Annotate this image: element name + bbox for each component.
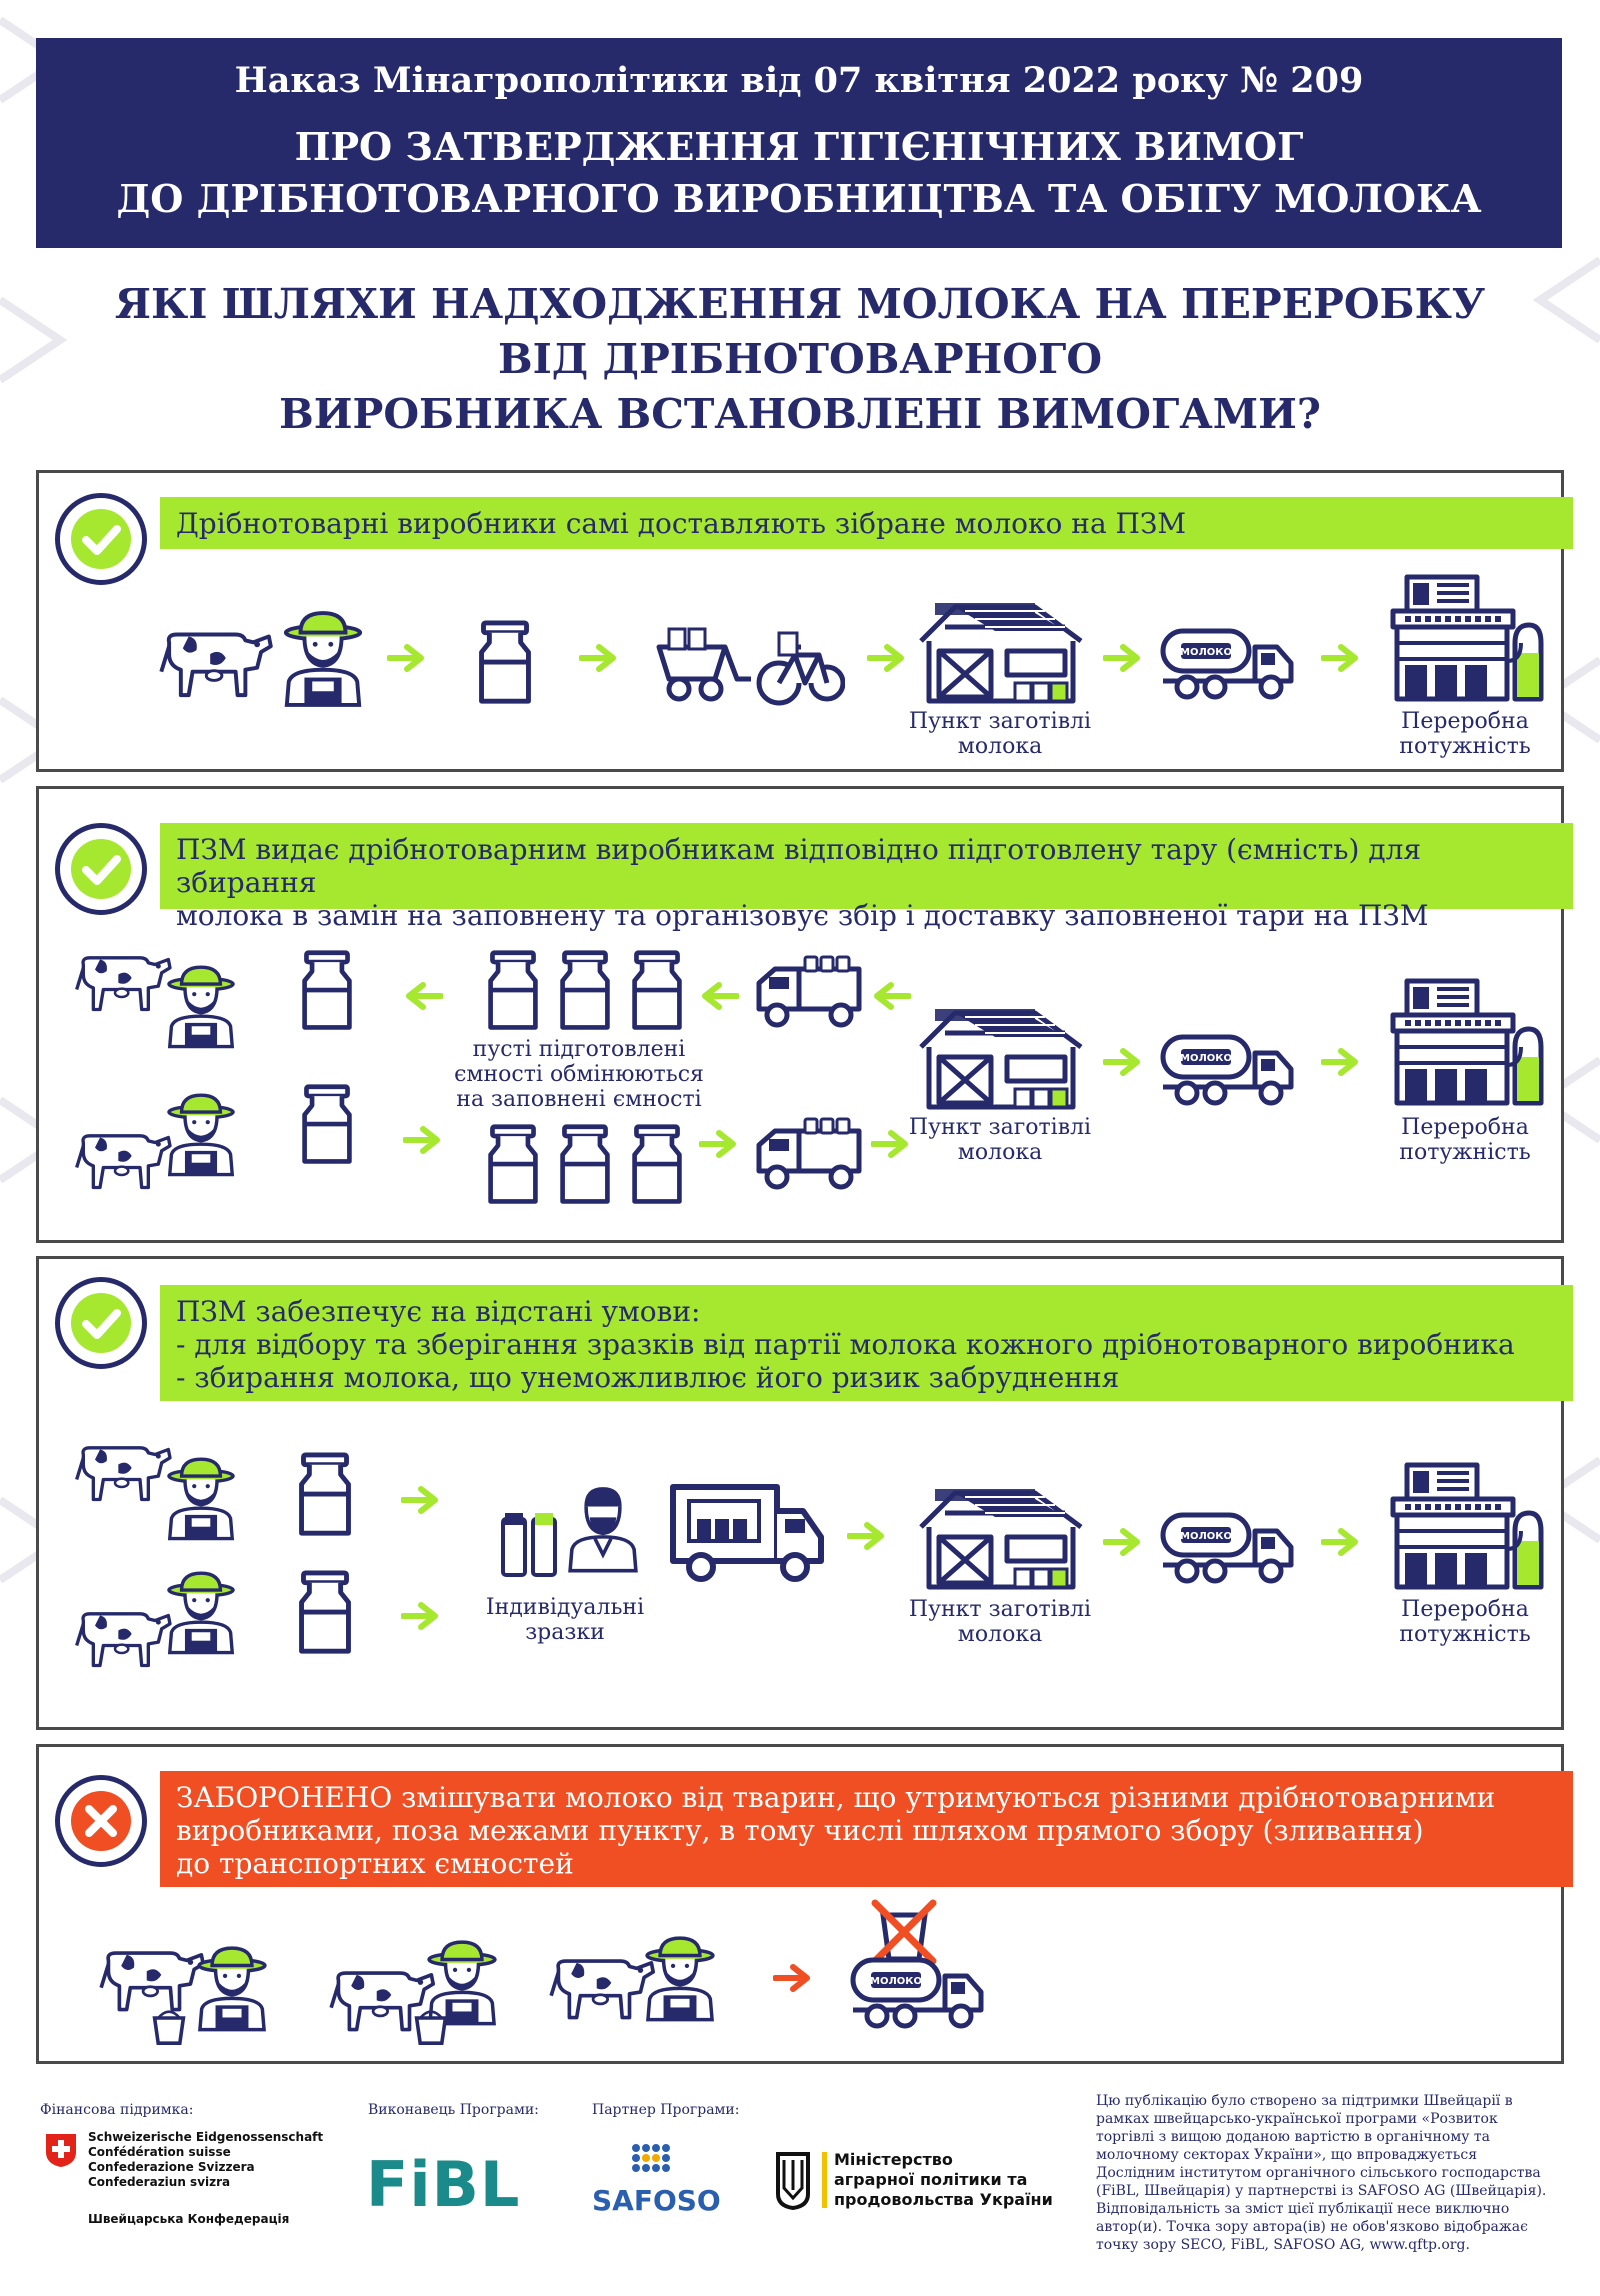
ukraine-trident-icon <box>774 2150 812 2210</box>
caption-line: молока <box>957 1140 1043 1165</box>
order-subject <box>36 121 1562 225</box>
farmer-icon <box>163 963 239 1049</box>
collection-point-icon <box>915 1003 1085 1113</box>
samples-caption <box>465 1595 665 1645</box>
milk-can-icon <box>485 949 541 1033</box>
collection-point-caption <box>900 1597 1100 1647</box>
caption-line: молока <box>957 1622 1043 1647</box>
order-title: Наказ Мінагрополітики від 07 квітня 2022 року № 209 <box>234 60 1364 101</box>
swiss-confederation-names <box>88 2130 323 2190</box>
question-line2: ВІД ДРІБНОТОВАРНОГО <box>497 335 1103 383</box>
processing-caption <box>1365 1115 1565 1165</box>
processing-caption <box>1365 709 1565 759</box>
cow-icon <box>75 1117 175 1193</box>
cow-icon <box>75 1429 175 1505</box>
delivery-truck-icon <box>755 1115 865 1195</box>
caption-line: молока <box>957 734 1043 759</box>
main-question <box>0 277 1600 442</box>
partner-label: Партнер Програми: <box>592 2102 740 2118</box>
collection-point-icon <box>915 1483 1085 1593</box>
milk-can-icon <box>557 1123 613 1207</box>
arrow-right-icon <box>1103 643 1143 673</box>
collection-van-icon <box>667 1477 827 1587</box>
collection-point-caption <box>900 709 1100 759</box>
arrow-right-icon <box>1103 1527 1143 1557</box>
milk-tanker-icon <box>1159 1505 1299 1585</box>
farmer-icon <box>163 1091 239 1177</box>
disclaimer-line: точку зору SECO, FiBL, SAFOSO AG, www.qftp.org. <box>1096 2237 1470 2253</box>
cow-icon <box>159 613 277 701</box>
disclaimer-line: Дослідним інститутом органічного сільського господарства <box>1096 2165 1541 2181</box>
milk-can-icon <box>557 949 613 1033</box>
check-badge <box>55 1277 147 1369</box>
arrow-right-icon <box>847 1521 887 1551</box>
check-badge <box>55 823 147 915</box>
caption-line: на заповнені ємності <box>456 1087 702 1112</box>
arrow-right-icon <box>1321 1527 1361 1557</box>
exchange-caption <box>449 1037 709 1112</box>
milk-tanker-icon <box>1159 621 1299 701</box>
milk-bucket-icon <box>413 2009 449 2045</box>
disclaimer-line: рамках швейцарсько-української програми «Розвиток <box>1096 2111 1498 2127</box>
milk-can-icon <box>629 949 685 1033</box>
farmer-icon <box>641 1933 719 2023</box>
farmer-icon <box>193 1943 271 2033</box>
cow-icon <box>75 1595 175 1671</box>
disclaimer-line: торгівлі з вищою доданою вартістю в органічному та <box>1096 2129 1490 2145</box>
farmer-icon <box>279 609 367 707</box>
footer <box>0 2080 1600 2296</box>
arrow-left-icon <box>699 981 739 1011</box>
disclaimer-line: автор(и). Точка зору автора(ів) не обов'язково відображає <box>1096 2219 1528 2235</box>
milk-bucket-icon <box>151 2009 187 2045</box>
rule-text-line: ПЗМ видає дрібнотоварним виробникам відповідно підготовлену тару (ємність) для збирання <box>176 833 1422 899</box>
swiss-flag-icon <box>44 2132 78 2168</box>
funding-label: Фінансова підримка: <box>40 2102 194 2118</box>
disclaimer-line: Цю публікацію було створено за підтримки Швейцарії в <box>1096 2093 1513 2109</box>
cow-icon <box>75 939 175 1015</box>
arrow-right-icon <box>699 1129 739 1159</box>
arrow-right-icon <box>867 643 907 673</box>
arrow-left-icon <box>871 981 911 1011</box>
arrow-right-icon <box>579 643 619 673</box>
processing-plant-icon <box>1385 977 1545 1107</box>
swiss-confederation-ua: Швейцарська Конфедерація <box>88 2212 290 2226</box>
panel-direct-delivery <box>36 470 1564 772</box>
swiss-name-line: Confédération suisse <box>88 2145 231 2159</box>
milk-can-icon <box>629 1123 685 1207</box>
caption-line: Пункт заготівлі <box>908 1115 1092 1140</box>
executor-label: Виконавець Програми: <box>368 2102 539 2118</box>
swiss-name-line: Schweizerische Eidgenossenschaft <box>88 2130 324 2144</box>
processing-plant-icon <box>1385 573 1545 703</box>
safoso-logo: SAFOSO <box>592 2184 721 2217</box>
milk-can-icon <box>295 1451 355 1539</box>
arrow-left-icon <box>403 981 443 1011</box>
swiss-name-line: Confederaziun svizra <box>88 2175 231 2189</box>
milk-tanker-icon <box>849 1947 989 2033</box>
rule-text-band <box>160 1285 1573 1401</box>
fibl-logo: FiBL <box>366 2148 521 2221</box>
sample-tubes-icon <box>499 1509 559 1579</box>
rule-text-line: ЗАБОРОНЕНО змішувати молоко від тварин, що утримуються різними дрібнотоварними <box>176 1781 1496 1814</box>
caption-line: ємності обмінюються <box>454 1062 704 1087</box>
ministry-name-line: аграрної політики та <box>834 2170 1028 2189</box>
caption-line: потужність <box>1399 1140 1531 1165</box>
milk-can-icon <box>485 1123 541 1207</box>
arrow-right-icon <box>387 643 427 673</box>
caption-line: Пункт заготівлі <box>908 709 1092 734</box>
caption-line: потужність <box>1399 734 1531 759</box>
milk-can-icon <box>299 1083 355 1167</box>
arrow-right-red-icon <box>773 1963 813 1993</box>
cross-badge <box>55 1775 147 1867</box>
rule-text-line: - для відбору та зберігання зразків від партії молока кожного дрібнотоварного виробника <box>176 1328 1515 1361</box>
ministry-name <box>834 2150 1053 2210</box>
disclaimer-line: молочному секторах України», що впроваджується <box>1096 2147 1478 2163</box>
arrow-right-icon <box>1321 1047 1361 1077</box>
check-icon <box>60 498 142 580</box>
rule-text-line: до транспортних ємностей <box>176 1847 574 1880</box>
arrow-right-icon <box>401 1601 441 1631</box>
rule-text-line: Дрібнотоварні виробники самі доставляють зібране молоко на ПЗМ <box>176 507 1187 540</box>
question-line3: ВИРОБНИКА ВСТАНОВЛЕНІ ВИМОГАМИ? <box>279 390 1321 438</box>
delivery-truck-icon <box>755 953 865 1033</box>
panel-forbidden-mixing <box>36 1744 1564 2064</box>
processing-plant-icon <box>1385 1461 1545 1591</box>
cross-icon <box>60 1780 142 1862</box>
arrow-right-icon <box>403 1125 443 1155</box>
order-subject-line1: ПРО ЗАТВЕРДЖЕННЯ ГІГІЄНІЧНИХ ВИМОГ <box>294 124 1304 169</box>
collection-point-icon <box>915 597 1085 707</box>
caption-line: пусті підготовлені <box>472 1037 686 1062</box>
swiss-name-line: Confederazione Svizzera <box>88 2160 255 2174</box>
processing-caption <box>1365 1597 1565 1647</box>
caption-line: Індивідуальні <box>485 1595 645 1620</box>
rule-text-line: - збирання молока, що унеможливлює його ризик забруднення <box>176 1361 1120 1394</box>
rule-text-line: ПЗМ забезпечує на відстані умови: <box>176 1295 701 1328</box>
check-icon <box>60 1282 142 1364</box>
veterinarian-icon <box>563 1483 643 1573</box>
farmer-icon <box>163 1569 239 1655</box>
arrow-right-icon <box>401 1485 441 1515</box>
cart-bicycle-icon <box>655 619 845 709</box>
rule-text-band <box>160 823 1573 932</box>
milk-can-icon <box>475 619 535 707</box>
milk-can-icon <box>295 1569 355 1657</box>
disclaimer-line: Відповідальність за зміст цієї публікації несе виключно <box>1096 2201 1510 2217</box>
farmer-icon <box>163 1455 239 1541</box>
milk-tanker-icon <box>1159 1027 1299 1107</box>
question-line1: ЯКІ ШЛЯХИ НАДХОДЖЕННЯ МОЛОКА НА ПЕРЕРОБКУ <box>114 280 1486 328</box>
caption-line: Переробна <box>1401 1597 1529 1622</box>
caption-line: Пункт заготівлі <box>908 1597 1092 1622</box>
rule-text-band <box>160 1771 1573 1887</box>
check-badge <box>55 493 147 585</box>
caption-line: потужність <box>1399 1622 1531 1647</box>
arrow-right-icon <box>1103 1047 1143 1077</box>
ministry-name-line: продовольства України <box>834 2190 1053 2209</box>
caption-line: Переробна <box>1401 709 1529 734</box>
order-subject-line2: ДО ДРІБНОТОВАРНОГО ВИРОБНИЦТВА ТА ОБІГУ МОЛОКА <box>116 176 1482 221</box>
arrow-right-icon <box>1321 643 1361 673</box>
rule-text-line: виробниками, поза межами пункту, в тому числі шляхом прямого збору (зливання) <box>176 1814 1424 1847</box>
document-header <box>36 38 1562 248</box>
rule-text-line: молока в замін на заповнену та організовує збір і доставку заповненої тари на ПЗМ <box>176 899 1429 932</box>
milk-can-icon <box>299 949 355 1033</box>
collection-point-caption <box>900 1115 1100 1165</box>
ministry-accent-bar <box>822 2152 827 2208</box>
safoso-dots-icon <box>626 2138 682 2178</box>
rule-text-band <box>160 497 1573 549</box>
caption-line: Переробна <box>1401 1115 1529 1140</box>
check-icon <box>60 828 142 910</box>
disclaimer-line: (FiBL, Швейцарія) у партнерстві із SAFOSO AG (Швейцарія). <box>1096 2183 1547 2199</box>
ministry-name-line: Міністерство <box>834 2150 953 2169</box>
panel-container-exchange <box>36 786 1564 1243</box>
disclaimer <box>1096 2092 1564 2254</box>
panel-remote-sampling <box>36 1256 1564 1730</box>
caption-line: зразки <box>525 1620 605 1645</box>
